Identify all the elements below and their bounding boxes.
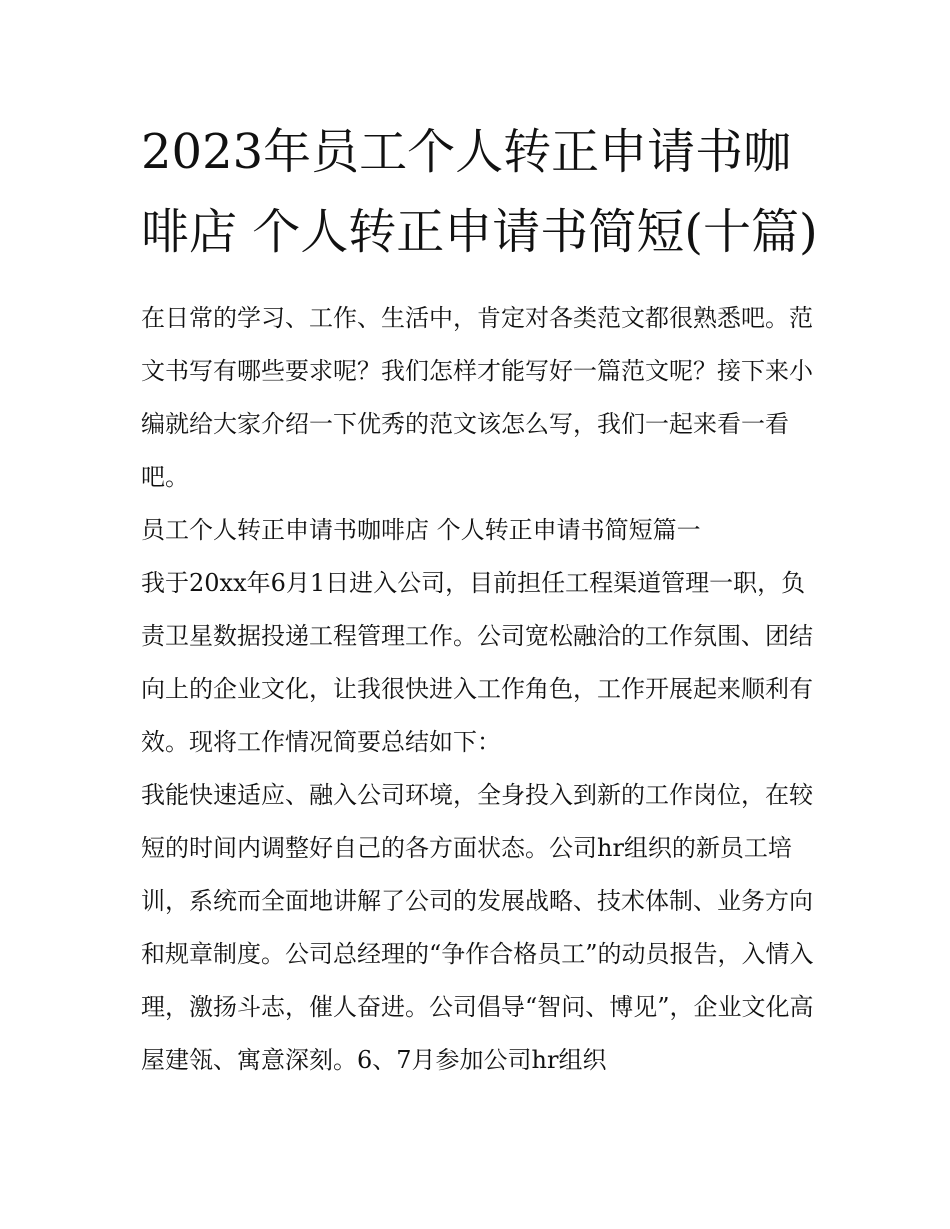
document-content: [141, 112, 821, 1087]
section-heading: 员工个人转正申请书咖啡店 个人转正申请书简短篇一: [141, 516, 701, 544]
intro-paragraph: 在日常的学习、工作、生活中，肯定对各类范文都很熟悉吧。范文书写有哪些要求呢？我们怎样才能写好一篇范文呢？接下来小编就给大家介绍一下优秀的范文该怎么写，我们一起来看一看吧。: [141, 304, 813, 491]
body-paragraph: 我于20xx年6月1日进入公司，目前担任工程渠道管理一职，负责卫星数据投递工程管理工作。公司宽松融洽的工作氛围、团结向上的企业文化，让我很快进入工作角色，工作开展起来顺利有效。现将工作情况简要总结如下：: [141, 569, 813, 756]
body-paragraph: 我能快速适应、融入公司环境，全身投入到新的工作岗位，在较短的时间内调整好自己的各方面状态。公司hr组织的新员工培训，系统而全面地讲解了公司的发展战略、技术体制、业务方向和规章制度。公司总经理的“争作合格员工”的动员报告，入情入理，激扬斗志，催人奋进。公司倡导“智问、博见”，企业文化高屋建瓴、寓意深刻。6、7月参加公司hr组织: [141, 781, 814, 1074]
document-title: 2023年员工个人转正申请书咖啡店 个人转正申请书简短(十篇): [141, 124, 818, 260]
document-body: [141, 292, 821, 1087]
